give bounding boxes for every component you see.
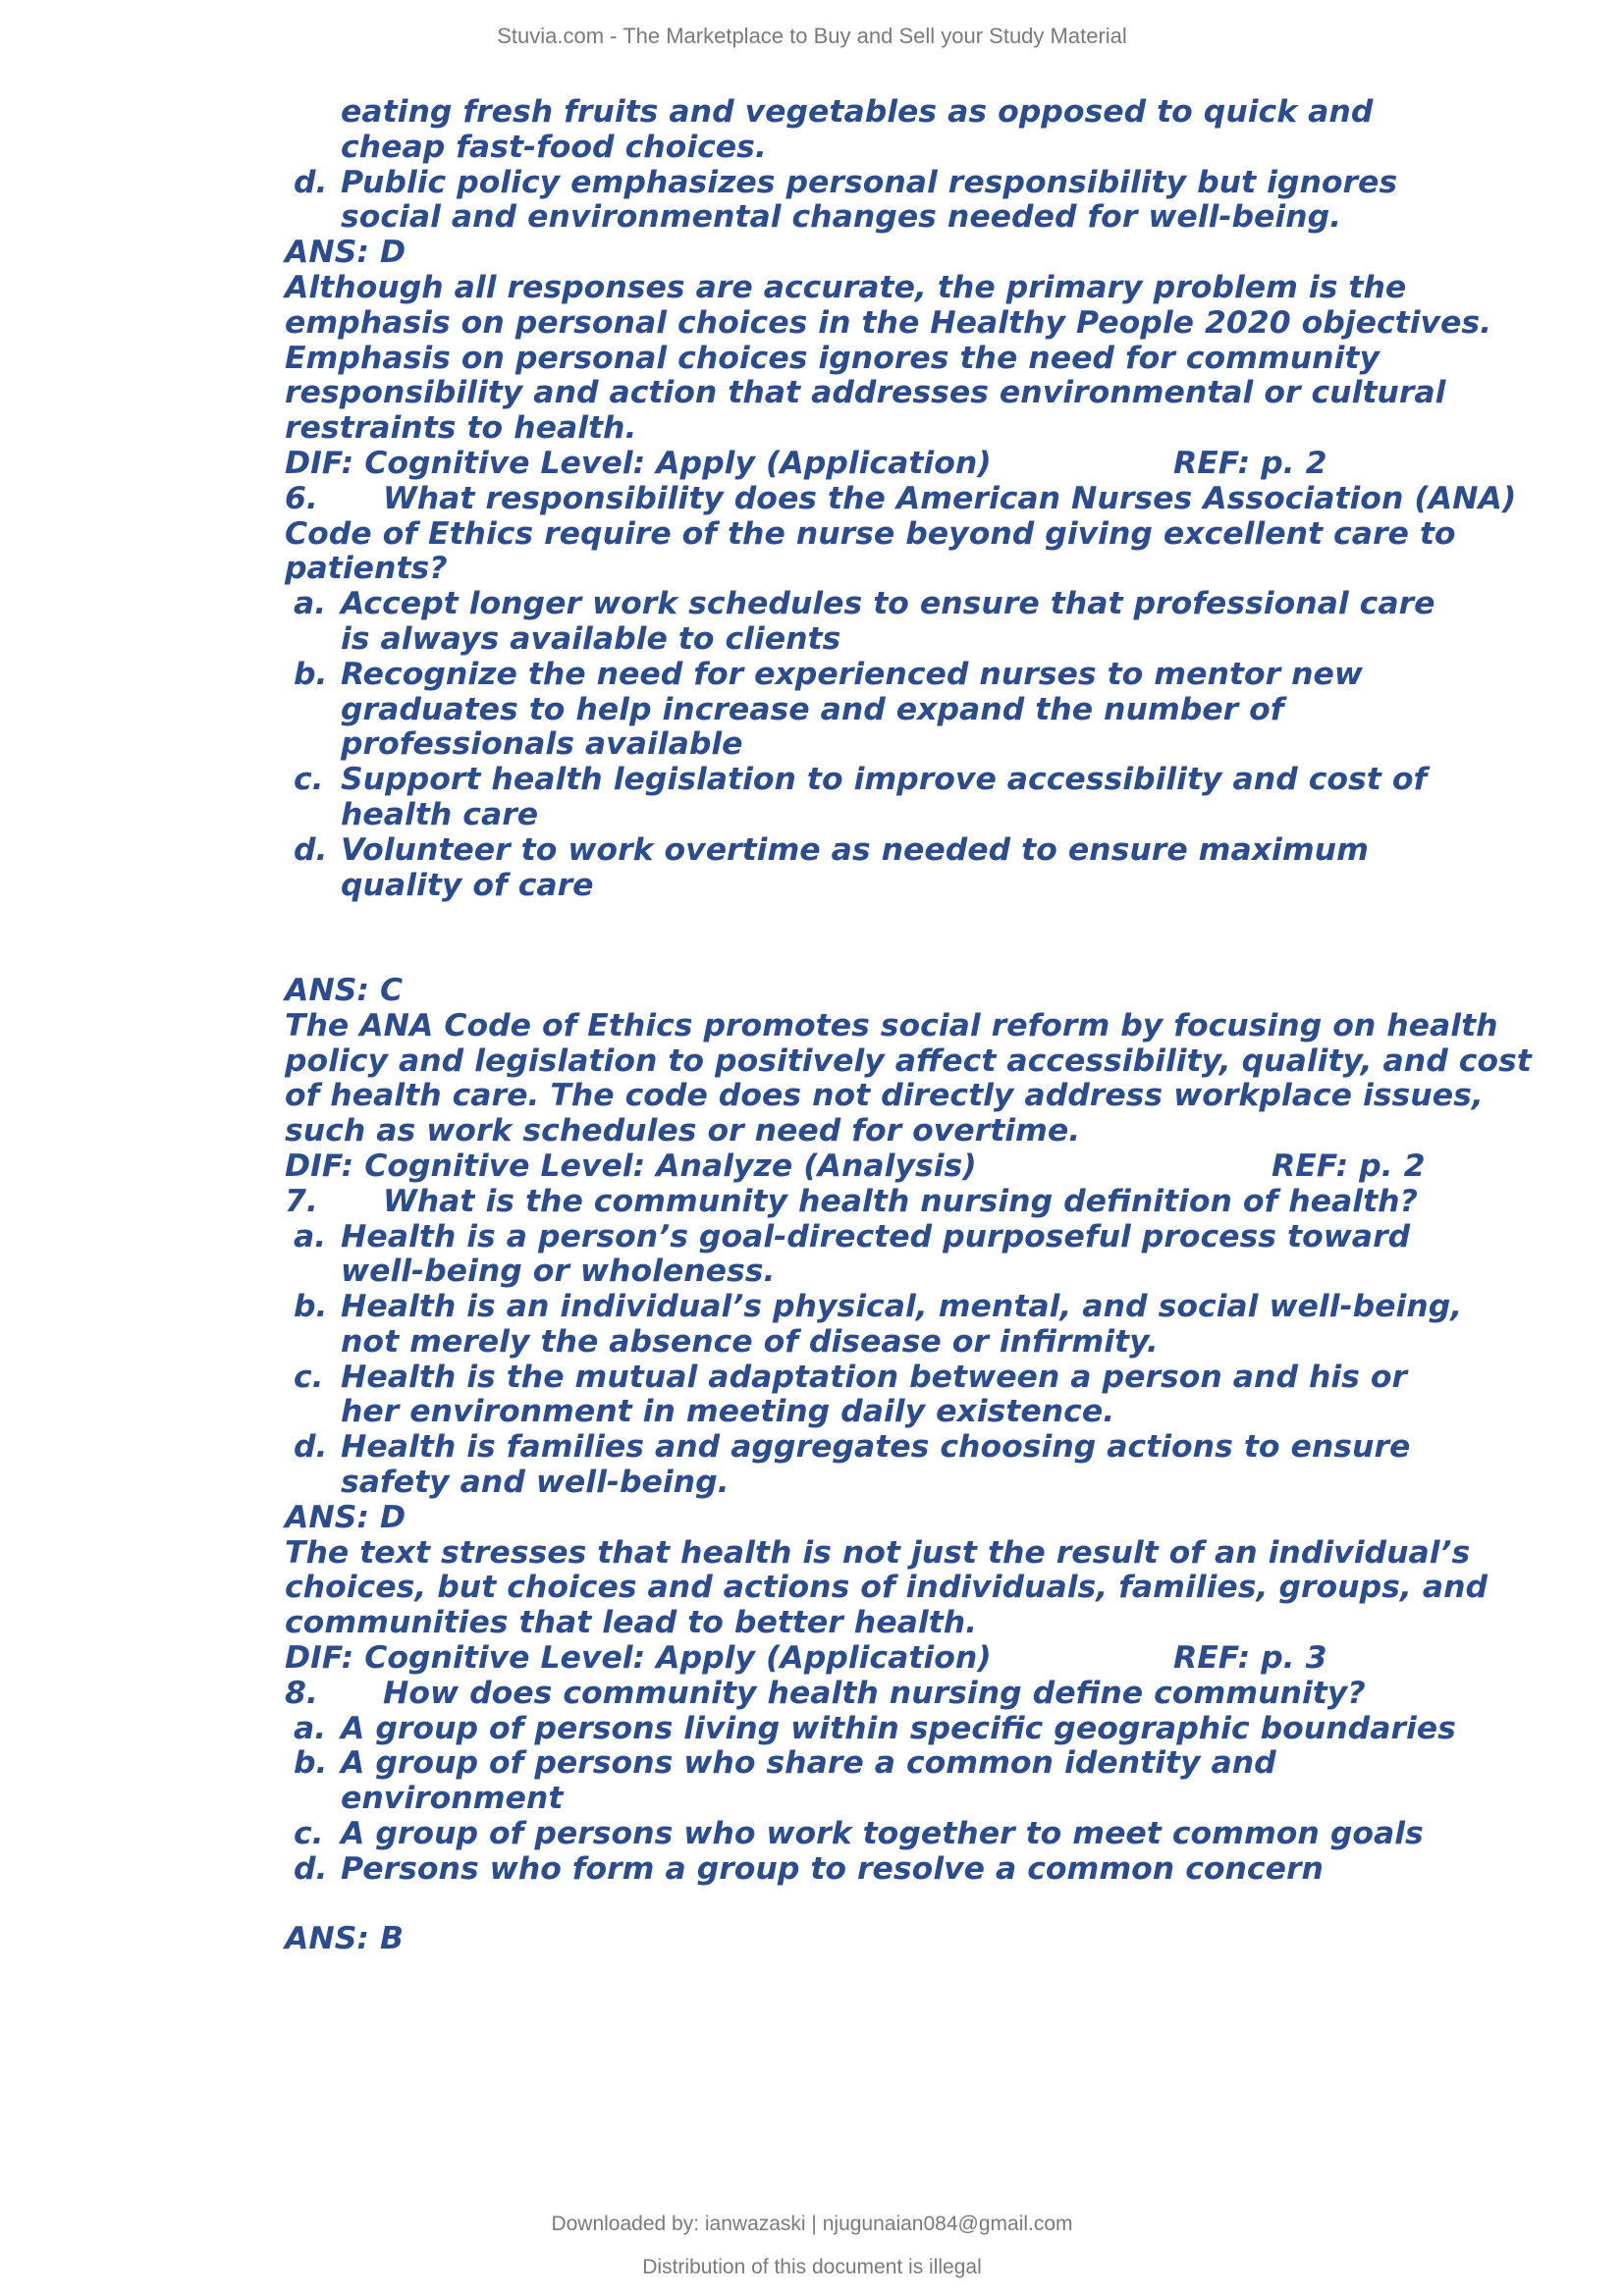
dif-label: DIF: Cognitive Level: Analyze (Analysis) <box>285 1148 977 1184</box>
q5-option-d-line-2: social and environmental changes needed for well-being. <box>341 199 1342 236</box>
q6-rationale-line: policy and legislation to positively affect accessibility, quality, and cost <box>285 1042 1532 1079</box>
option-letter: d. <box>294 1850 328 1887</box>
q5-dif-ref <box>285 447 1551 482</box>
q7-option-c <box>285 1361 1551 1396</box>
option-text: Health is families and aggregates choosing actions to ensure <box>341 1429 1411 1466</box>
spacer <box>285 1888 1551 1923</box>
option-letter: a. <box>294 1218 327 1255</box>
q6-answer: ANS: C <box>285 972 404 1008</box>
q7-option-d-cont: safety and well-being. <box>341 1465 730 1501</box>
q5-rationale-line: responsibility and action that addresses environmental or cultural <box>285 375 1446 411</box>
option-letter: a. <box>294 586 327 622</box>
q6-question <box>285 482 1551 517</box>
option-text: Accept longer work schedules to ensure that professional care <box>341 586 1435 622</box>
dif-label: DIF: Cognitive Level: Apply (Application) <box>285 445 992 481</box>
q7-rationale-line: choices, but choices and actions of individuals, families, groups, and <box>285 1570 1489 1606</box>
q7-option-d <box>285 1430 1551 1466</box>
q7-rationale-line: The text stresses that health is not just the result of an individual’s <box>285 1534 1471 1571</box>
question-text: What responsibility does the American Nurses Association (ANA) <box>383 480 1517 516</box>
stuvia-header: Stuvia.com - The Marketplace to Buy and Sell your Study Material <box>497 24 1127 48</box>
option-letter: b. <box>294 1289 328 1325</box>
q5-rationale-line: Emphasis on personal choices ignores the need for community <box>285 340 1380 376</box>
q6-option-c-cont: health care <box>341 796 539 832</box>
q6-option-c <box>285 763 1551 798</box>
q6-rationale-line: of health care. The code does not directly address workplace issues, <box>285 1078 1484 1114</box>
option-letter: d. <box>294 164 328 200</box>
document-content <box>285 95 1551 1957</box>
q8-option-d <box>285 1852 1551 1888</box>
q6-question-line-3: patients? <box>285 551 448 587</box>
option-text: Persons who form a group to resolve a common concern <box>341 1850 1324 1887</box>
option-text: Public policy emphasizes personal responsibility but ignores <box>341 164 1398 200</box>
q6-question-line-2: Code of Ethics require of the nurse beyond giving excellent care to <box>285 515 1456 552</box>
q6-option-b <box>285 658 1551 693</box>
q5-rationale-line: restraints to health. <box>285 410 637 447</box>
q8-option-b <box>285 1746 1551 1782</box>
option-letter: c. <box>294 762 324 798</box>
downloaded-by-footer: Downloaded by: ianwazaski | njugunaian084@gmail.com <box>551 2213 1073 2235</box>
option-letter: d. <box>294 1429 328 1466</box>
q7-option-a <box>285 1220 1551 1255</box>
q7-option-a-cont: well-being or wholeness. <box>341 1254 776 1290</box>
ref-label: REF: p. 3 <box>1173 1640 1327 1677</box>
option-letter: c. <box>294 1816 324 1852</box>
spacer <box>285 903 1551 938</box>
option-text: Health is the mutual adaptation between a person and his or <box>341 1359 1408 1395</box>
spacer <box>285 938 1551 974</box>
q7-rationale-line: communities that lead to better health. <box>285 1605 978 1641</box>
q6-option-a <box>285 587 1551 622</box>
option-text: A group of persons who share a common identity and <box>341 1745 1276 1782</box>
q8-option-c <box>285 1817 1551 1852</box>
option-text: Support health legislation to improve accessibility and cost of <box>341 762 1428 798</box>
q7-answer: ANS: D <box>285 1499 406 1535</box>
q5-option-d <box>285 166 1551 201</box>
dif-label: DIF: Cognitive Level: Apply (Application) <box>285 1640 992 1677</box>
question-number: 8. <box>285 1675 318 1711</box>
q5-rationale-line: Although all responses are accurate, the primary problem is the <box>285 269 1407 305</box>
q5-rationale-line: emphasis on personal choices in the Healthy People 2020 objectives. <box>285 304 1492 341</box>
option-text: A group of persons living within specific geographic boundaries <box>341 1710 1456 1746</box>
q5-option-c-line-1: eating fresh fruits and vegetables as opposed to quick and <box>341 94 1374 130</box>
q8-option-a <box>285 1712 1551 1747</box>
q7-option-b-cont: not merely the absence of disease or infirmity. <box>341 1323 1159 1360</box>
q7-dif-ref <box>285 1641 1551 1677</box>
q6-dif-ref <box>285 1149 1551 1185</box>
q5-option-c-line-2: cheap fast-food choices. <box>341 129 767 165</box>
q7-option-b <box>285 1290 1551 1325</box>
q7-option-c-cont: her environment in meeting daily existence. <box>341 1394 1115 1430</box>
question-number: 7. <box>285 1183 318 1219</box>
q6-option-d-cont: quality of care <box>341 867 594 903</box>
question-number: 6. <box>285 480 318 516</box>
ref-label: REF: p. 2 <box>1272 1148 1426 1184</box>
q6-option-b-cont: professionals available <box>341 726 743 763</box>
option-letter: b. <box>294 1745 328 1782</box>
option-text: Volunteer to work overtime as needed to ensure maximum <box>341 831 1369 868</box>
q7-question <box>285 1185 1551 1220</box>
option-text: A group of persons who work together to meet common goals <box>341 1816 1424 1852</box>
option-text: Health is a person’s goal-directed purposeful process toward <box>341 1218 1411 1255</box>
q6-option-b-cont: graduates to help increase and expand the number of <box>341 691 1284 727</box>
option-letter: d. <box>294 831 328 868</box>
option-letter: c. <box>294 1359 324 1395</box>
q8-option-b-cont: environment <box>341 1781 564 1817</box>
q5-answer: ANS: D <box>285 235 406 271</box>
option-letter: a. <box>294 1710 327 1746</box>
q6-rationale-line: such as work schedules or need for overtime. <box>285 1113 1081 1149</box>
option-text: Health is an individual’s physical, mental, and social well-being, <box>341 1289 1463 1325</box>
question-text: How does community health nursing define community? <box>383 1675 1366 1711</box>
ref-label: REF: p. 2 <box>1173 445 1327 481</box>
q6-option-d <box>285 833 1551 869</box>
option-letter: b. <box>294 656 328 692</box>
q8-answer: ANS: B <box>285 1921 405 1957</box>
q8-question <box>285 1677 1551 1712</box>
q6-option-a-cont: is always available to clients <box>341 620 841 657</box>
q6-rationale-line: The ANA Code of Ethics promotes social reform by focusing on health <box>285 1007 1498 1043</box>
question-text: What is the community health nursing definition of health? <box>383 1183 1418 1219</box>
option-text: Recognize the need for experienced nurses to mentor new <box>341 656 1363 692</box>
distribution-footer: Distribution of this document is illegal <box>642 2256 982 2278</box>
